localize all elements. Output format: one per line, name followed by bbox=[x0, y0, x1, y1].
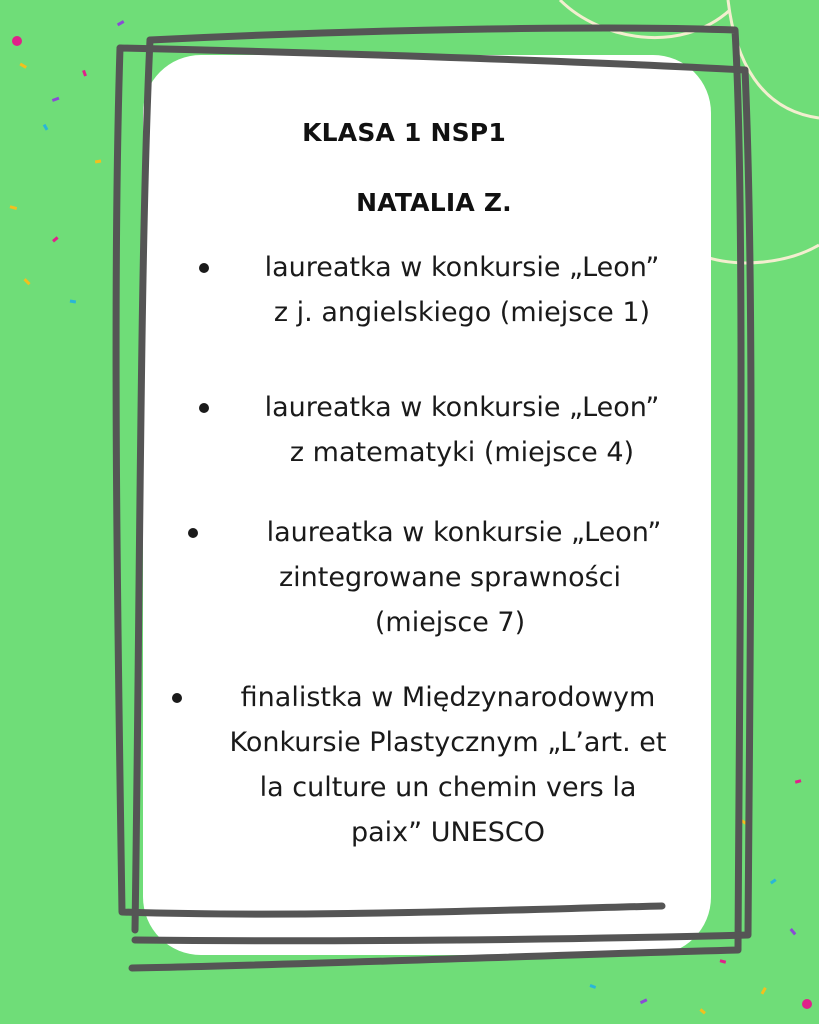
bullet-icon bbox=[172, 693, 182, 703]
achievement-line: la culture un chemin vers la bbox=[259, 772, 637, 803]
achievement-line: (miejsce 7) bbox=[374, 607, 526, 638]
achievement-line: z j. angielskiego (miejsce 1) bbox=[273, 297, 651, 328]
class-label: KLASA 1 NSP1 bbox=[302, 118, 506, 147]
achievement-item bbox=[222, 245, 702, 335]
achievement-item bbox=[200, 510, 700, 645]
bullet-icon bbox=[199, 403, 209, 413]
bullet-icon bbox=[199, 263, 209, 273]
achievement-item bbox=[222, 385, 702, 475]
achievement-line: zintegrowane sprawności bbox=[278, 562, 622, 593]
achievement-item bbox=[188, 675, 708, 855]
student-name: NATALIA Z. bbox=[356, 188, 512, 217]
bullet-icon bbox=[188, 528, 198, 538]
achievement-line: laureatka w konkursie „Leon” bbox=[264, 252, 660, 283]
achievement-line: finalistka w Międzynarodowym bbox=[240, 682, 656, 713]
achievement-line: Konkursie Plastycznym „L’art. et bbox=[229, 727, 667, 758]
achievement-line: z matematyki (miejsce 4) bbox=[289, 437, 635, 468]
achievement-line: paix” UNESCO bbox=[351, 817, 545, 848]
achievement-line: laureatka w konkursie „Leon” bbox=[264, 392, 660, 423]
achievement-line: laureatka w konkursie „Leon” bbox=[266, 517, 662, 548]
